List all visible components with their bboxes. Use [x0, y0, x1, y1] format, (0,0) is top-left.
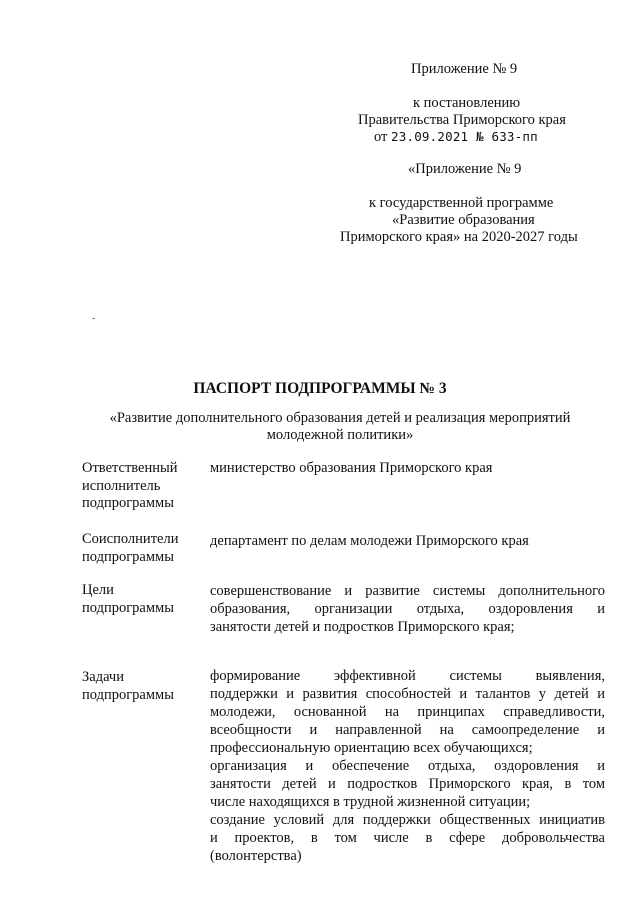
coexecutors-label-line-1: Соисполнители — [82, 531, 179, 547]
responsible-label-line-3: подпрограммы — [82, 495, 174, 511]
appendix-title: Приложение № 9 — [411, 61, 518, 77]
responsible-label-line-2: исполнитель — [82, 477, 161, 494]
coexecutors-label-line-2: подпрограммы — [82, 548, 174, 565]
goals-line-2: образования, организации отдыха, оздоровления и — [210, 601, 605, 617]
tasks-line-8: числе находящихся в трудной жизненной ситуации; — [210, 794, 531, 810]
program-name-line-2: Приморского края» на 2020-2027 годы — [340, 229, 578, 245]
to-resolution: к постановлению — [413, 95, 521, 111]
tasks-line-7: занятости детей и подростков Приморского края, в том — [210, 776, 605, 792]
tasks-line-3: молодежи, основанной на принципах справедливости, — [210, 704, 605, 720]
responsible-label — [82, 460, 202, 513]
tasks-line-2: поддержки и развития способностей и талантов у детей и — [210, 686, 605, 702]
passport-title: ПАСПОРТ ПОДПРОГРАММЫ № 3 — [193, 380, 447, 397]
date-and-number: 23.09.2021 № 633-пп — [391, 129, 538, 144]
tasks-line-1: формирование эффективной системы выявления, — [210, 668, 605, 684]
responsible-value: министерство образования Приморского края — [210, 460, 493, 476]
passport-subtitle-line-1: «Развитие дополнительного образования детей и реализация мероприятий — [109, 410, 571, 426]
goals-label-line-1: Цели — [82, 582, 114, 598]
program-name-line-1: «Развитие образования — [392, 212, 535, 228]
tasks-line-4: всеобщности и направленной на самоопределение и — [210, 722, 605, 738]
tasks-line-11: (волонтерства) — [210, 848, 302, 864]
tasks-line-5: профессиональную ориентацию всех обучающихся; — [210, 740, 533, 756]
quoted-appendix-title: «Приложение № 9 — [408, 161, 522, 177]
goals-label-line-2: подпрограммы — [82, 599, 174, 616]
passport-subtitle-line-2: молодежной политики» — [266, 427, 414, 443]
scan-speck — [92, 318, 95, 319]
government-name: Правительства Приморского края — [358, 112, 566, 128]
coexecutors-label — [82, 531, 202, 566]
tasks-line-10: и проектов, в том числе в сфере добровольчества — [210, 830, 605, 846]
goals-line-1: совершенствование и развитие системы дополнительного — [210, 583, 605, 599]
tasks-label-line-1: Задачи — [82, 669, 124, 685]
responsible-label-line-1: Ответственный — [82, 460, 178, 476]
goals-line-3: занятости детей и подростков Приморского края; — [210, 619, 515, 635]
to-program: к государственной программе — [369, 195, 554, 211]
resolution-date-line — [374, 129, 538, 146]
coexecutors-value: департамент по делам молодежи Приморского края — [210, 533, 529, 549]
tasks-label — [82, 669, 202, 704]
tasks-line-9: создание условий для поддержки общественных инициатив — [210, 812, 605, 828]
tasks-line-6: организация и обеспечение отдыха, оздоровления и — [210, 758, 605, 774]
tasks-label-line-2: подпрограммы — [82, 686, 174, 703]
goals-label — [82, 582, 202, 617]
from-prefix: от — [374, 129, 388, 145]
